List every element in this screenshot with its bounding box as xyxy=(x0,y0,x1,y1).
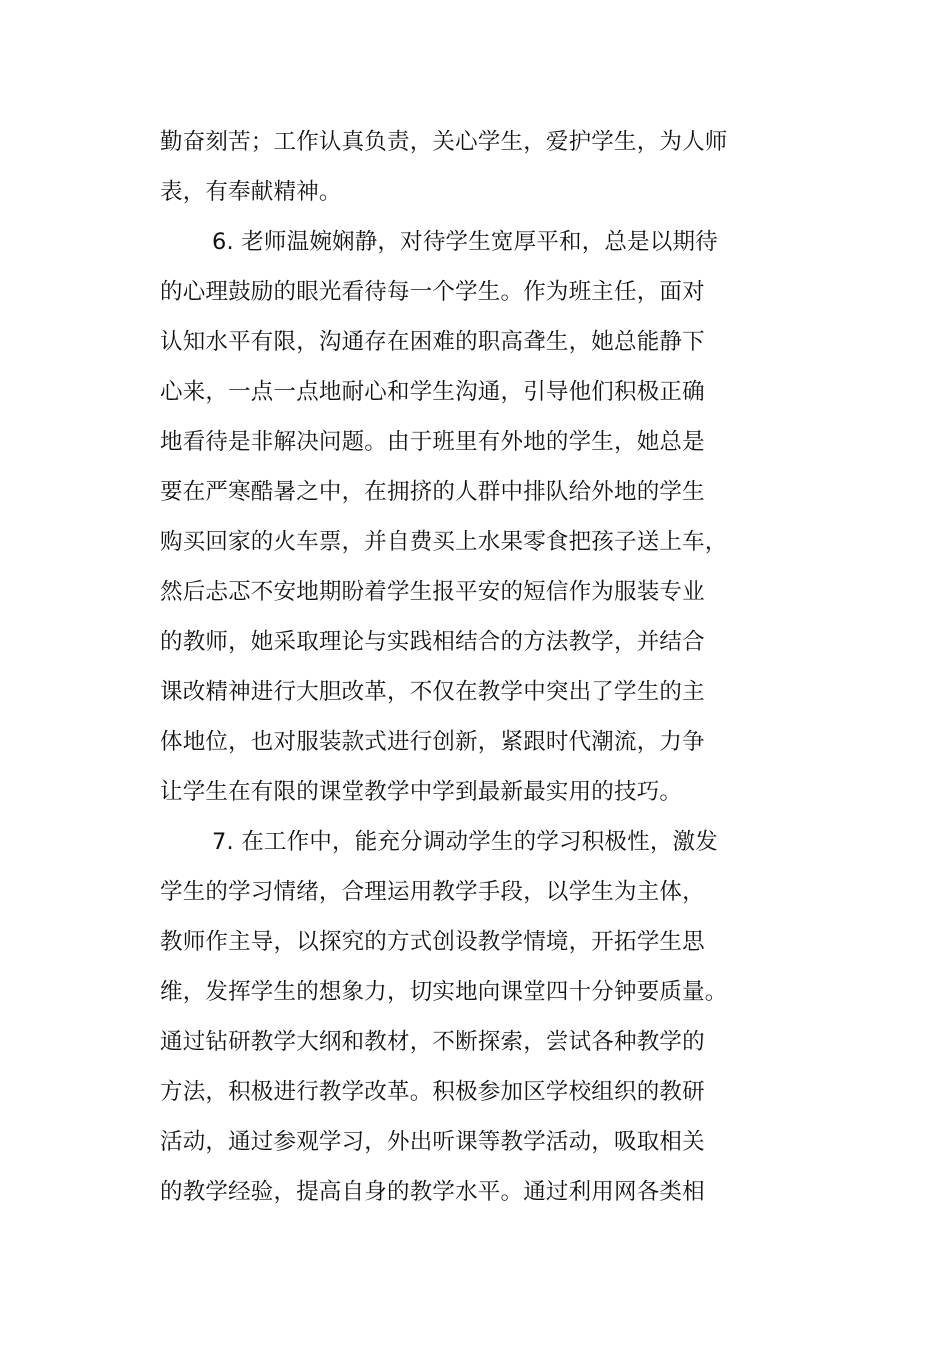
text-line: 教师作主导，以探究的方式创设教学情境，开拓学生思 xyxy=(160,929,705,955)
text-line: 让学生在有限的课堂教学中学到最新最实用的技巧。 xyxy=(160,779,683,805)
text-line: 活动，通过参观学习，外出听课等教学活动，吸取相关 xyxy=(160,1129,705,1155)
paragraph-7-first-line: 7. 在工作中，能充分调动学生的学习积极性，激发 xyxy=(212,829,718,855)
text-line: 地看待是非解决问题。由于班里有外地的学生，她总是 xyxy=(160,429,705,455)
text-line: 维，发挥学生的想象力，切实地向课堂四十分钟要质量。 xyxy=(160,979,728,1005)
text-line: 然后忐忑不安地期盼着学生报平安的短信作为服装专业 xyxy=(160,579,705,605)
text-line: 方法，积极进行教学改革。积极参加区学校组织的教研 xyxy=(160,1079,705,1105)
text-line: 要在严寒酷暑之中，在拥挤的人群中排队给外地的学生 xyxy=(160,479,705,505)
paragraph-6-first-line: 6. 老师温婉娴静，对待学生宽厚平和，总是以期待 xyxy=(212,229,718,255)
text-line: 体地位，也对服装款式进行创新，紧跟时代潮流，力争 xyxy=(160,729,705,755)
text-line: 通过钻研教学大纲和教材，不断探索，尝试各种教学的 xyxy=(160,1029,705,1055)
text-line: 的教师，她采取理论与实践相结合的方法教学，并结合 xyxy=(160,629,705,655)
text-line: 课改精神进行大胆改革，不仅在教学中突出了学生的主 xyxy=(160,679,705,705)
text-line: 的心理鼓励的眼光看待每一个学生。作为班主任，面对 xyxy=(160,279,705,305)
text-line: 购买回家的火车票，并自费买上水果零食把孩子送上车， xyxy=(160,529,728,555)
text-line: 学生的学习情绪，合理运用教学手段，以学生为主体， xyxy=(160,879,705,905)
text-line: 认知水平有限，沟通存在困难的职高聋生，她总能静下 xyxy=(160,329,705,355)
text-line: 表，有奉献精神。 xyxy=(160,179,342,205)
text-line: 心来，一点一点地耐心和学生沟通，引导他们积极正确 xyxy=(160,379,705,405)
text-line: 勤奋刻苦；工作认真负责，关心学生，爱护学生，为人师 xyxy=(160,129,728,155)
text-line: 的教学经验，提高自身的教学水平。通过利用网各类相 xyxy=(160,1179,705,1205)
